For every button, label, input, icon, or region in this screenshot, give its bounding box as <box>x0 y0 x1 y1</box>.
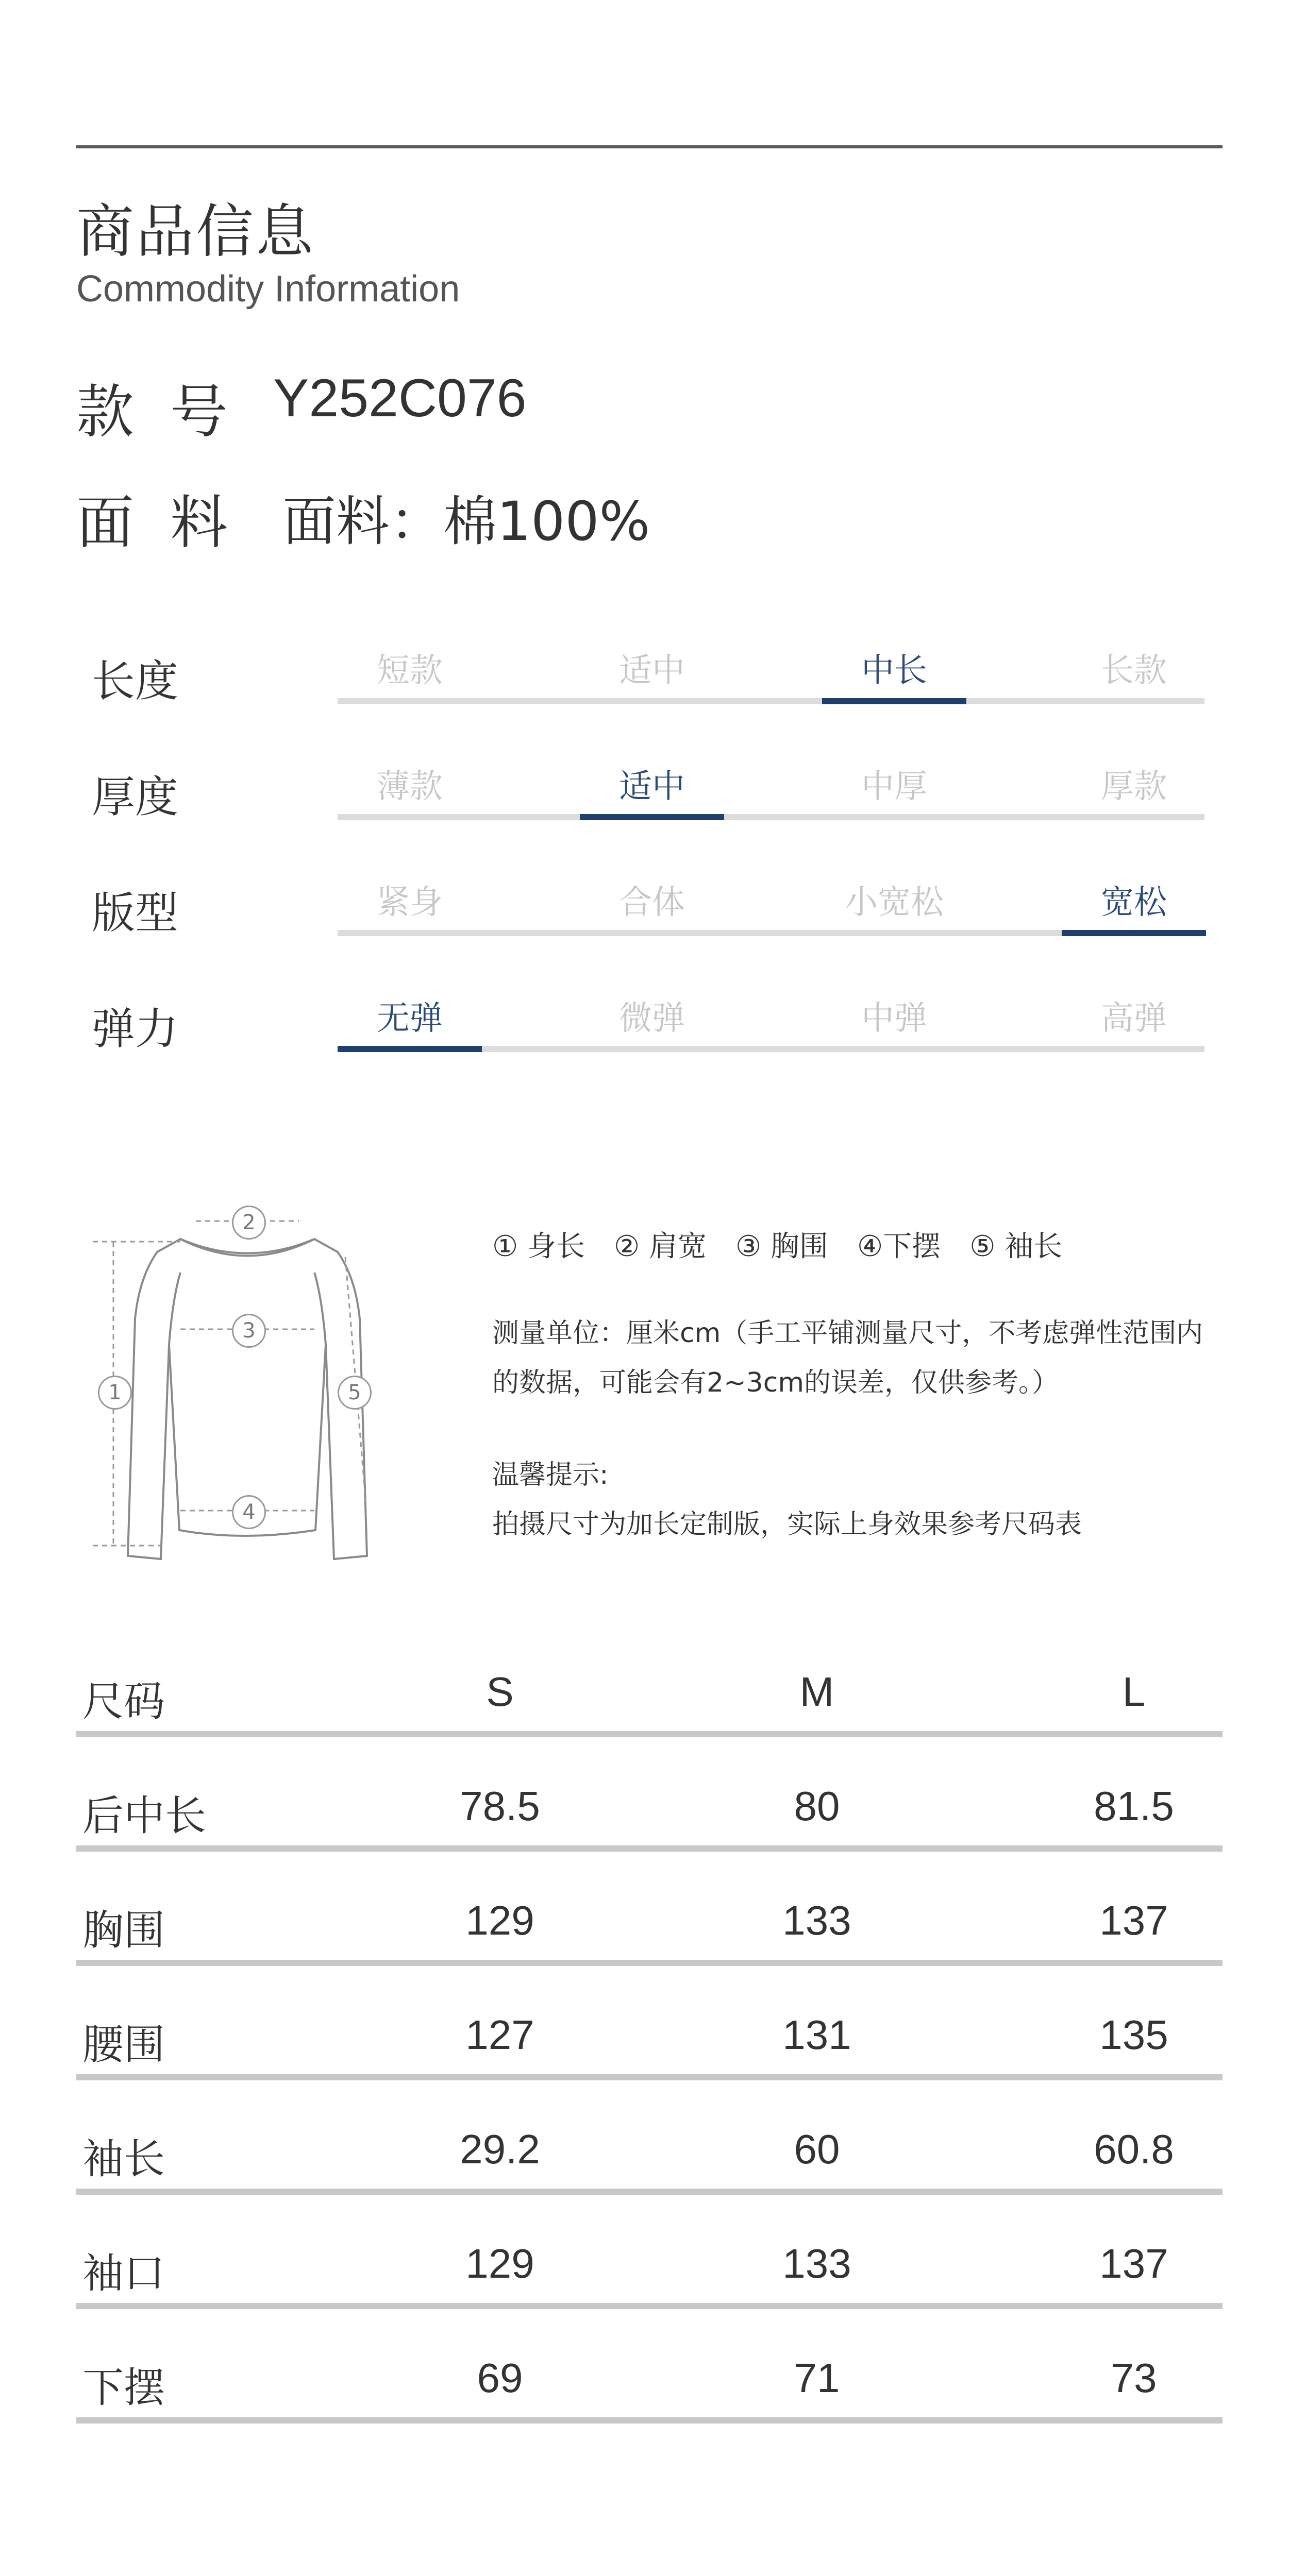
size-table-cell: 下摆 <box>82 2364 165 2412</box>
size-table-cell: 135 <box>1099 2012 1168 2058</box>
attribute-option: 适中 <box>619 768 685 806</box>
attribute-selected-bar <box>1062 930 1206 936</box>
attribute-label: 弹力 <box>92 1004 179 1054</box>
measurement-legend: ① 身长 ② 肩宽 ③ 胸围 ④下摆 ⑤ 袖长 <box>492 1230 1063 1263</box>
attribute-selected-bar <box>338 1046 482 1052</box>
marker-5: 5 <box>338 1376 372 1410</box>
attribute-option: 适中 <box>619 652 685 690</box>
size-table-divider <box>76 2417 1223 2424</box>
measurement-note-line2: 的数据，可能会有2~3cm的误差，仅供参考。） <box>492 1367 1059 1398</box>
size-table-divider <box>76 1845 1223 1852</box>
size-table-cell: 腰围 <box>82 2021 165 2069</box>
size-table-cell: 129 <box>465 2241 534 2286</box>
size-table-divider <box>76 1960 1223 1966</box>
size-table-cell: 29.2 <box>460 2126 540 2172</box>
marker-3: 3 <box>232 1314 266 1348</box>
attribute-option: 小宽松 <box>845 884 944 922</box>
size-table-cell: 胸围 <box>82 1906 165 1954</box>
size-table-cell: 袖口 <box>82 2249 165 2297</box>
measurement-note-line1: 测量单位：厘米cm（手工平铺测量尺寸，不考虑弹性范围内 <box>492 1318 1203 1349</box>
size-table-cell: 73 <box>1111 2355 1157 2401</box>
size-table-cell: 78.5 <box>460 1783 540 1829</box>
attribute-option: 紧身 <box>377 884 443 922</box>
top-divider <box>76 145 1223 148</box>
marker-4: 4 <box>232 1495 266 1529</box>
size-table-cell: 80 <box>794 1783 840 1829</box>
attribute-selected-bar <box>580 814 724 820</box>
attribute-option: 短款 <box>377 652 443 690</box>
size-table-cell: 60.8 <box>1094 2126 1174 2172</box>
size-table-divider <box>76 2074 1223 2080</box>
marker-2: 2 <box>232 1206 266 1240</box>
size-table-cell: 137 <box>1099 1897 1168 1943</box>
tip-text: 拍摄尺寸为加长定制版，实际上身效果参考尺码表 <box>492 1509 1082 1540</box>
attribute-option: 无弹 <box>377 999 443 1038</box>
style-number-value: Y252C076 <box>273 368 527 428</box>
attribute-option: 中弹 <box>861 999 927 1038</box>
attribute-option: 长款 <box>1101 652 1167 690</box>
attribute-option: 薄款 <box>377 768 443 806</box>
size-table-divider <box>76 2189 1223 2195</box>
attribute-label: 版型 <box>92 888 179 938</box>
attribute-option: 微弹 <box>619 999 685 1038</box>
size-table-cell: 袖长 <box>82 2135 165 2183</box>
attribute-track <box>338 698 1204 704</box>
size-table-cell: 133 <box>782 2241 851 2286</box>
attribute-track <box>338 814 1204 820</box>
size-table-header-cell: S <box>486 1669 514 1715</box>
section-subtitle: Commodity Information <box>76 268 460 310</box>
attribute-option: 中厚 <box>861 768 927 806</box>
size-table-cell: 137 <box>1099 2241 1168 2286</box>
size-table-cell: 129 <box>465 1897 534 1943</box>
attribute-option: 合体 <box>619 884 685 922</box>
attribute-option: 宽松 <box>1101 884 1167 922</box>
size-table-cell: 后中长 <box>82 1792 206 1840</box>
size-table-divider <box>76 2303 1223 2309</box>
size-table-cell: 133 <box>782 1897 851 1943</box>
attribute-label: 长度 <box>92 656 179 706</box>
fabric-value: 面料：棉100% <box>282 490 650 553</box>
garment-diagram <box>77 1195 428 1577</box>
marker-1: 1 <box>98 1376 132 1410</box>
size-table-cell: 71 <box>794 2355 840 2401</box>
tip-title: 温馨提示: <box>492 1460 609 1490</box>
size-table-cell: 69 <box>477 2355 523 2401</box>
style-number-label: 款号 <box>76 379 264 446</box>
size-table-header-cell: M <box>799 1669 834 1715</box>
size-table-cell: 127 <box>465 2012 534 2058</box>
attribute-option: 厚款 <box>1101 768 1167 806</box>
size-table-header-cell: 尺码 <box>82 1677 165 1725</box>
size-table-cell: 60 <box>794 2126 840 2172</box>
size-table-cell: 81.5 <box>1094 1783 1174 1829</box>
section-title: 商品信息 <box>76 198 315 265</box>
size-table-cell: 131 <box>782 2012 851 2058</box>
attribute-option: 中长 <box>861 652 927 690</box>
attribute-label: 厚度 <box>92 772 179 822</box>
attribute-selected-bar <box>822 698 966 704</box>
size-table-divider <box>76 1731 1223 1737</box>
attribute-option: 高弹 <box>1101 999 1167 1038</box>
fabric-label: 面料 <box>76 489 264 556</box>
size-table-header-cell: L <box>1122 1669 1146 1715</box>
